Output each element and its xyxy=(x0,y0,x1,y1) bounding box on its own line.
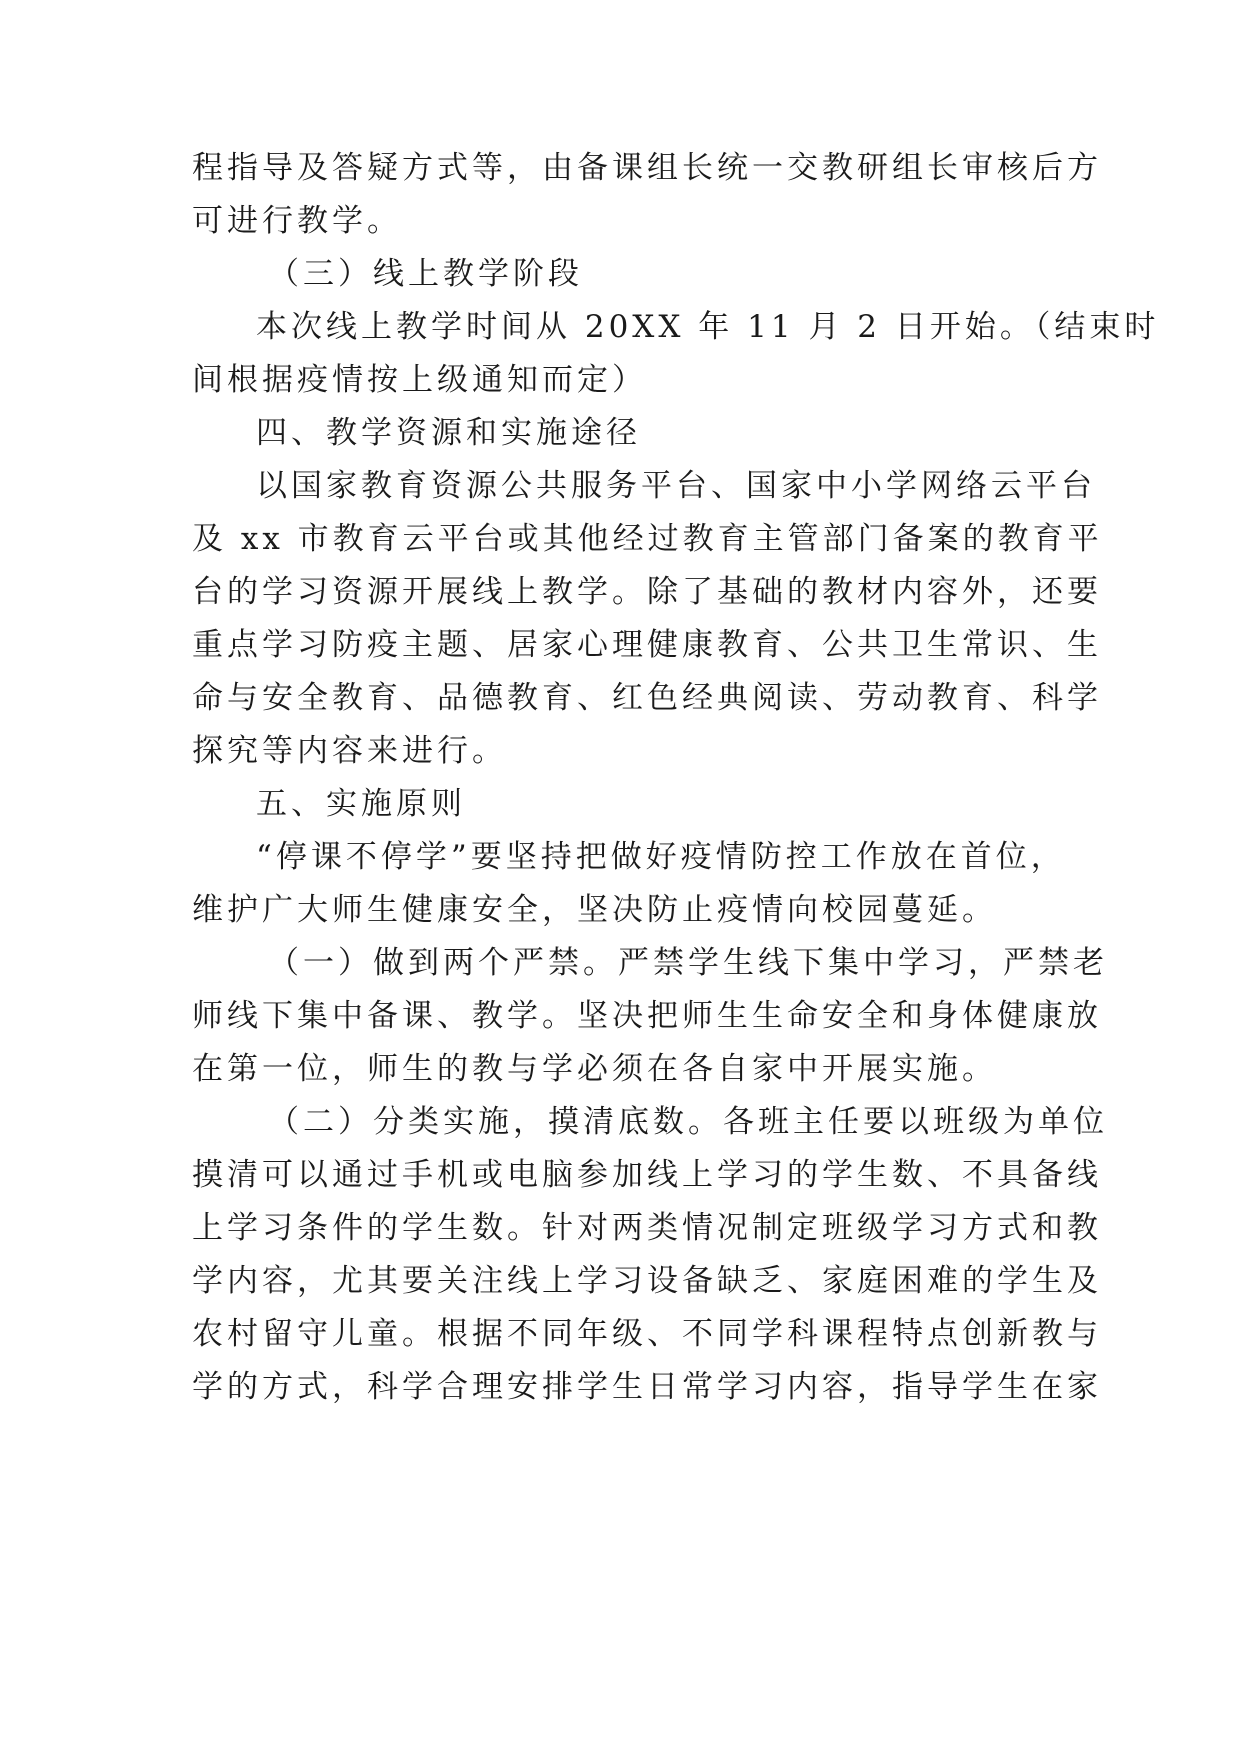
text-line: 可进行教学。 xyxy=(192,203,402,239)
text-line: 及 xx 市教育云平台或其他经过教育主管部门备案的教育平 xyxy=(192,521,1103,557)
section-heading: 五、实施原则 xyxy=(256,786,466,822)
text-line: 在第一位，师生的教与学必须在各自家中开展实施。 xyxy=(192,1051,997,1087)
text-line: “停课不停学”要坚持把做好疫情防控工作放在首位， xyxy=(256,839,1066,875)
text-line: 以国家教育资源公共服务平台、国家中小学网络云平台 xyxy=(256,468,1096,504)
text-line: 探究等内容来进行。 xyxy=(192,733,507,769)
text-line: 重点学习防疫主题、居家心理健康教育、公共卫生常识、生 xyxy=(192,627,1102,663)
text-line: 师线下集中备课、教学。坚决把师生生命安全和身体健康放 xyxy=(192,998,1102,1034)
text-line: 维护广大师生健康安全，坚决防止疫情向校园蔓延。 xyxy=(192,892,997,928)
text-line: （一）做到两个严禁。严禁学生线下集中学习，严禁老 xyxy=(268,945,1108,981)
text-line: 学内容，尤其要关注线上学习设备缺乏、家庭困难的学生及 xyxy=(192,1263,1102,1299)
text-line: （二）分类实施，摸清底数。各班主任要以班级为单位 xyxy=(268,1104,1108,1140)
section-heading: 四、教学资源和实施途径 xyxy=(256,415,641,451)
text-line: 命与安全教育、品德教育、红色经典阅读、劳动教育、科学 xyxy=(192,680,1102,716)
section-heading: （三）线上教学阶段 xyxy=(268,256,583,292)
text-line: 上学习条件的学生数。针对两类情况制定班级学习方式和教 xyxy=(192,1210,1102,1246)
text-line: 农村留守儿童。根据不同年级、不同学科课程特点创新教与 xyxy=(192,1316,1102,1352)
text-line: 摸清可以通过手机或电脑参加线上学习的学生数、不具备线 xyxy=(192,1157,1102,1193)
text-line: 程指导及答疑方式等，由备课组长统一交教研组长审核后方 xyxy=(192,150,1102,186)
text-line: 本次线上教学时间从 20XX 年 11 月 2 日开始。（结束时 xyxy=(256,309,1160,345)
text-line: 学的方式，科学合理安排学生日常学习内容，指导学生在家 xyxy=(192,1369,1102,1405)
text-line: 台的学习资源开展线上教学。除了基础的教材内容外，还要 xyxy=(192,574,1102,610)
text-line: 间根据疫情按上级通知而定） xyxy=(192,362,647,398)
